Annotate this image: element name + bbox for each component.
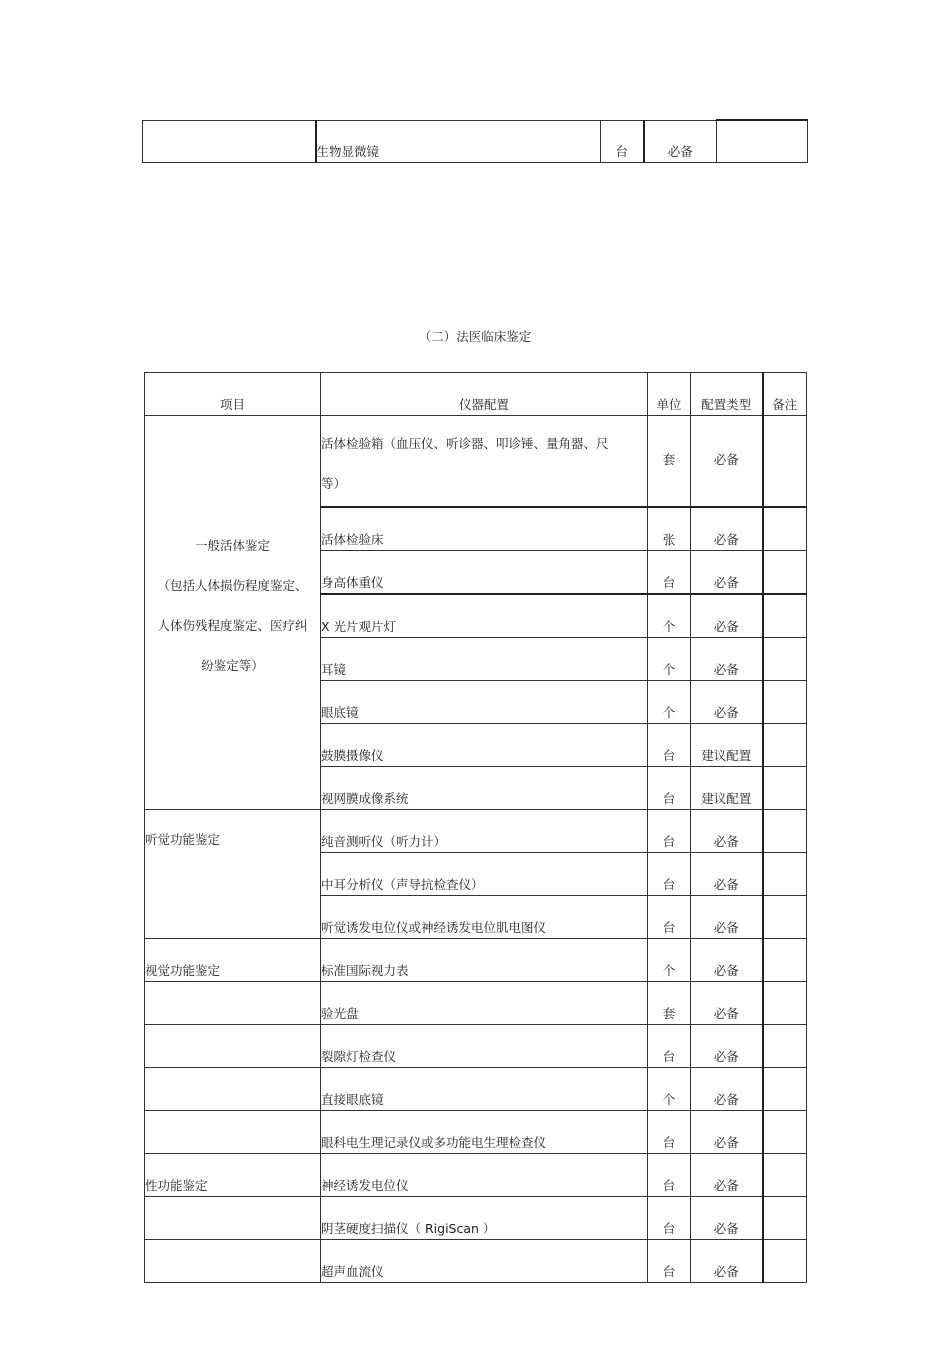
unit-cell: 套 [648, 982, 691, 1025]
unit-cell: 台 [648, 810, 691, 853]
equipment-cell: 眼底镜 [321, 681, 648, 724]
type-cell: 必备 [691, 810, 763, 853]
note-cell [763, 853, 807, 896]
unit-cell: 台 [648, 1197, 691, 1240]
table-row [143, 120, 808, 163]
item-cell [145, 1111, 321, 1154]
note-cell [763, 939, 807, 982]
equipment-cell: 身高体重仪 [321, 551, 648, 595]
item-cell [143, 120, 316, 163]
equipment-line: 等） [321, 476, 347, 491]
unit-cell: 台 [648, 1154, 691, 1197]
unit-cell: 台 [648, 853, 691, 896]
type-cell: 必备 [691, 1025, 763, 1068]
equipment-cell: 直接眼底镜 [321, 1068, 648, 1111]
table-header-row [145, 373, 807, 416]
unit-cell: 个 [648, 638, 691, 681]
unit-cell: 台 [601, 120, 644, 163]
note-cell [763, 1240, 807, 1283]
type-cell: 必备 [691, 507, 763, 551]
type-cell: 必备 [691, 982, 763, 1025]
table-row [145, 1154, 807, 1197]
type-cell: 必备 [691, 939, 763, 982]
equipment-cell: 生物显微镜 [316, 120, 601, 163]
table-row [145, 939, 807, 982]
note-cell [763, 1154, 807, 1197]
header-equipment: 仪器配置 [321, 373, 648, 416]
header-item: 项目 [145, 373, 321, 416]
equipment-cell: 验光盘 [321, 982, 648, 1025]
note-cell [763, 767, 807, 810]
item-cell: 视觉功能鉴定 [145, 939, 321, 982]
note-cell [763, 1068, 807, 1111]
note-cell [763, 810, 807, 853]
table-row [145, 810, 807, 853]
note-cell [763, 551, 807, 595]
item-cell [145, 1025, 321, 1068]
unit-cell: 个 [648, 681, 691, 724]
unit-cell: 个 [648, 1068, 691, 1111]
unit-cell: 台 [648, 1240, 691, 1283]
note-cell [763, 594, 807, 638]
unit-cell: 台 [648, 1111, 691, 1154]
unit-cell: 台 [648, 1025, 691, 1068]
equipment-cell: 神经诱发电位仪 [321, 1154, 648, 1197]
type-cell: 必备 [691, 1240, 763, 1283]
unit-cell: 台 [648, 896, 691, 939]
item-cell [145, 1068, 321, 1111]
note-cell [763, 1197, 807, 1240]
type-cell: 必备 [691, 1154, 763, 1197]
equipment-cell: 超声血流仪 [321, 1240, 648, 1283]
type-cell: 必备 [691, 551, 763, 595]
top-table [142, 119, 808, 163]
group-general-living [145, 416, 321, 810]
unit-cell: 套 [648, 416, 691, 508]
type-cell: 必备 [691, 1197, 763, 1240]
type-cell: 必备 [691, 416, 763, 508]
unit-cell: 台 [648, 724, 691, 767]
note-cell [763, 1025, 807, 1068]
group-hearing: 听觉功能鉴定 [145, 810, 321, 939]
table-row [145, 982, 807, 1025]
unit-cell: 台 [648, 551, 691, 595]
note-cell [763, 507, 807, 551]
unit-cell: 张 [648, 507, 691, 551]
equipment-cell: 眼科电生理记录仪或多功能电生理检查仪 [321, 1111, 648, 1154]
note-cell [763, 681, 807, 724]
type-cell: 必备 [691, 681, 763, 724]
equipment-cell: 耳镜 [321, 638, 648, 681]
type-cell: 必备 [691, 853, 763, 896]
type-cell: 建议配置 [691, 767, 763, 810]
type-cell: 建议配置 [691, 724, 763, 767]
note-cell [763, 416, 807, 508]
unit-cell: 台 [648, 767, 691, 810]
table-row [145, 1197, 807, 1240]
equipment-cell: 中耳分析仪（声导抗检查仪） [321, 853, 648, 896]
item-cell [145, 982, 321, 1025]
group-line: 一般活体鉴定 [194, 538, 270, 553]
note-cell [763, 724, 807, 767]
equipment-cell: 裂隙灯检查仪 [321, 1025, 648, 1068]
equipment-cell: 鼓膜摄像仪 [321, 724, 648, 767]
equipment-cell: 活体检验床 [321, 507, 648, 551]
equipment-cell: 标准国际视力表 [321, 939, 648, 982]
type-cell: 必备 [691, 638, 763, 681]
table-row [145, 1025, 807, 1068]
equipment-cell: X 光片观片灯 [321, 594, 648, 638]
equipment-line: 活体检验箱（血压仪、听诊器、叩诊锤、量角器、尺 [321, 436, 609, 451]
type-cell: 必备 [644, 120, 717, 163]
type-cell: 必备 [691, 1111, 763, 1154]
section-title: （二）法医临床鉴定 [418, 329, 532, 344]
note-cell [763, 982, 807, 1025]
equipment-cell [321, 416, 648, 508]
table-row [145, 416, 807, 508]
note-cell [763, 1111, 807, 1154]
equipment-cell: 纯音测听仪（听力计） [321, 810, 648, 853]
equipment-cell: 阴茎硬度扫描仪（ RigiScan ） [321, 1197, 648, 1240]
note-cell [763, 638, 807, 681]
equipment-cell: 视网膜成像系统 [321, 767, 648, 810]
type-cell: 必备 [691, 594, 763, 638]
item-cell [145, 1240, 321, 1283]
table-row [145, 1068, 807, 1111]
unit-cell: 个 [648, 939, 691, 982]
note-cell [717, 120, 808, 163]
header-type: 配置类型 [691, 373, 763, 416]
type-cell: 必备 [691, 1068, 763, 1111]
equipment-cell: 听觉诱发电位仪或神经诱发电位肌电图仪 [321, 896, 648, 939]
group-line: 纷鉴定等） [201, 658, 264, 673]
item-cell: 性功能鉴定 [145, 1154, 321, 1197]
group-line: 人体伤残程度鉴定、医疗纠 [157, 618, 308, 633]
unit-cell: 个 [648, 594, 691, 638]
header-unit: 单位 [648, 373, 691, 416]
header-note: 备注 [763, 373, 807, 416]
note-cell [763, 896, 807, 939]
group-line: （包括人体损伤程度鉴定、 [157, 578, 308, 593]
equipment-table [144, 372, 807, 1283]
item-cell [145, 1197, 321, 1240]
table-row [145, 1240, 807, 1283]
table-row [145, 1111, 807, 1154]
type-cell: 必备 [691, 896, 763, 939]
